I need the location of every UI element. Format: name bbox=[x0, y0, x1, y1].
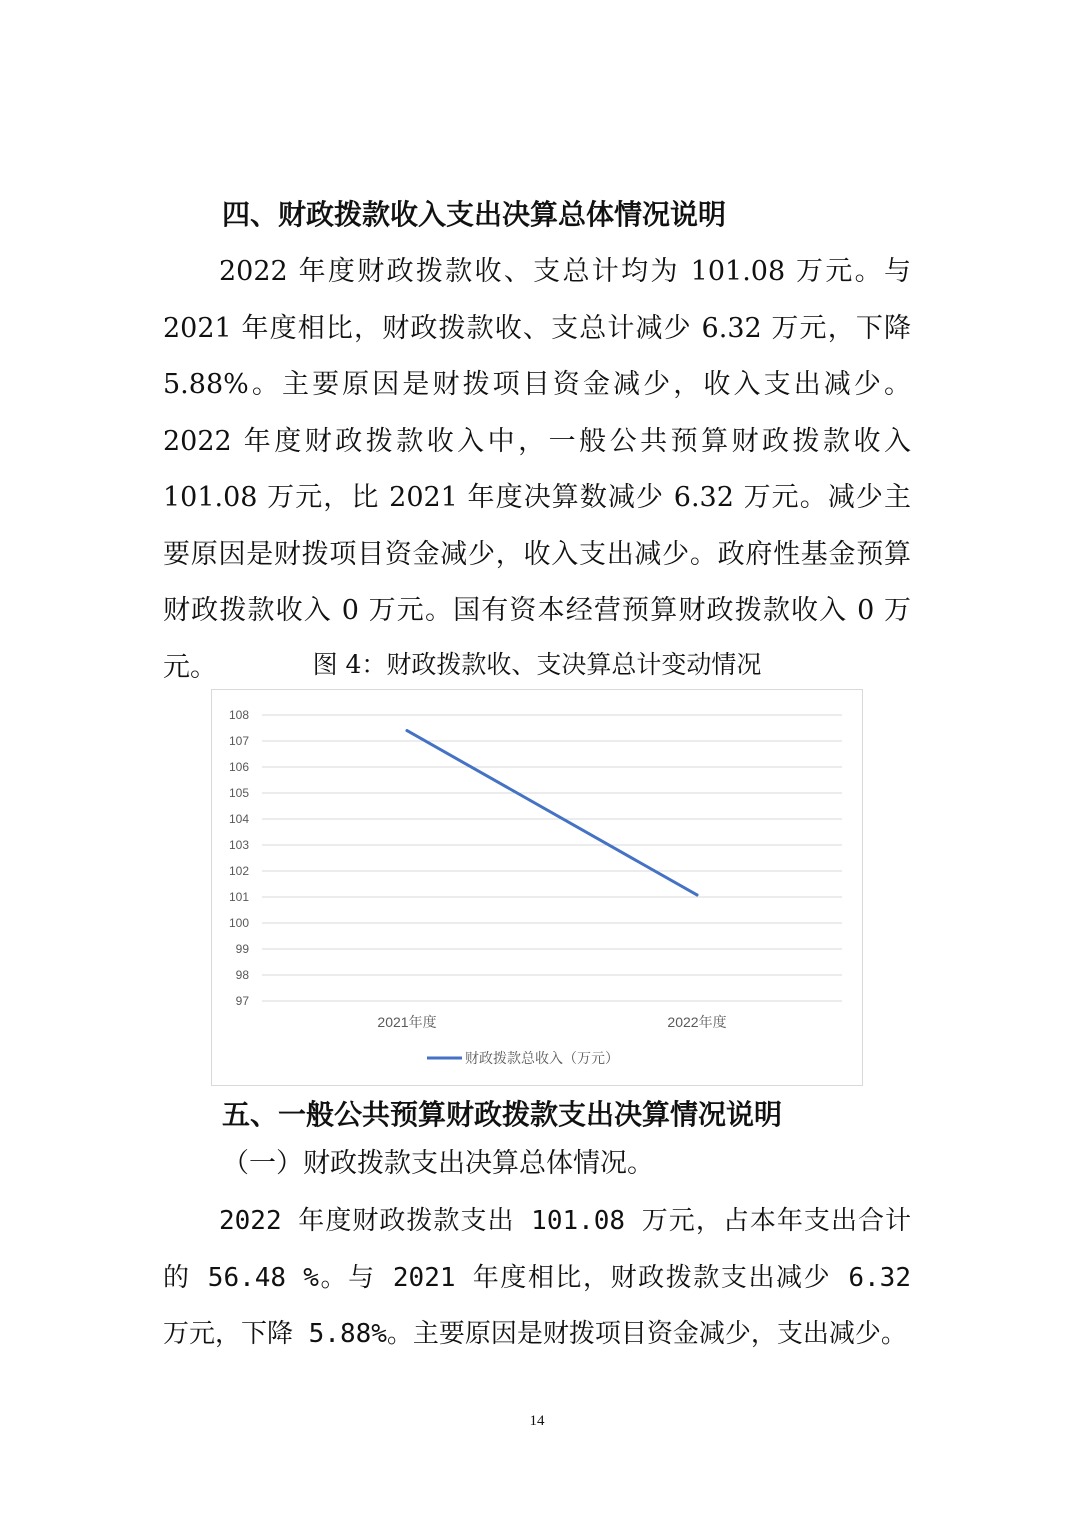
x-tick-label: 2022年度 bbox=[667, 1014, 727, 1030]
y-tick-label: 103 bbox=[228, 838, 249, 852]
page-number: 14 bbox=[529, 1413, 545, 1429]
figure-caption: 图 4：财政拨款收、支决算总计变动情况 bbox=[312, 650, 762, 679]
y-tick-label: 100 bbox=[228, 916, 249, 930]
section-5-subheading: （一）财政拨款支出决算总体情况。 bbox=[222, 1148, 654, 1179]
y-tick-label: 99 bbox=[235, 942, 249, 956]
y-tick-label: 97 bbox=[235, 994, 249, 1008]
chart-canvas bbox=[212, 690, 862, 1085]
y-tick-label: 101 bbox=[228, 890, 249, 904]
y-tick-label: 102 bbox=[228, 864, 249, 878]
y-tick-label: 105 bbox=[228, 786, 249, 800]
data-point bbox=[696, 893, 699, 896]
section-5-heading: 五、一般公共预算财政拨款支出决算情况说明 bbox=[222, 1098, 783, 1131]
y-tick-label: 98 bbox=[235, 968, 249, 982]
y-tick-label: 104 bbox=[228, 812, 249, 826]
x-tick-label: 2021年度 bbox=[377, 1014, 437, 1030]
section-5-paragraph: 2022 年度财政拨款支出 101.08 万元，占本年支出合计的 56.48 %。与 2021 年度相比，财政拨款支出减少 6.32 万元，下降 5.88%。主要原因是财拨项目资金减少，支出减少。 bbox=[163, 1206, 911, 1349]
legend-label: 财政拨款总收入（万元） bbox=[465, 1050, 619, 1066]
series-line bbox=[407, 731, 697, 895]
y-tick-label: 106 bbox=[228, 760, 249, 774]
data-point bbox=[406, 729, 409, 732]
y-tick-label: 107 bbox=[228, 734, 249, 748]
y-tick-label: 108 bbox=[228, 708, 249, 722]
section-4-heading: 四、财政拨款收入支出决算总体情况说明 bbox=[222, 198, 727, 231]
section-4-paragraph: 2022 年度财政拨款收、支总计均为 101.08 万元。与 2021 年度相比，财政拨款收、支总计减少 6.32 万元，下降 5.88%。主要原因是财拨项目资金减少，收入支出减少。2022 年度财政拨款收入中，一般公共预算财政拨款收入 101.08 万元，比 2021 年度决算数减少 6.32 万元。减少主要原因是财拨项目资金减少，收入支出减少。政府性基金预算财政拨款收入 0 万元。国有资本经营预算财政拨款收入 0 万元。 bbox=[163, 256, 911, 683]
line-chart bbox=[211, 689, 863, 1086]
